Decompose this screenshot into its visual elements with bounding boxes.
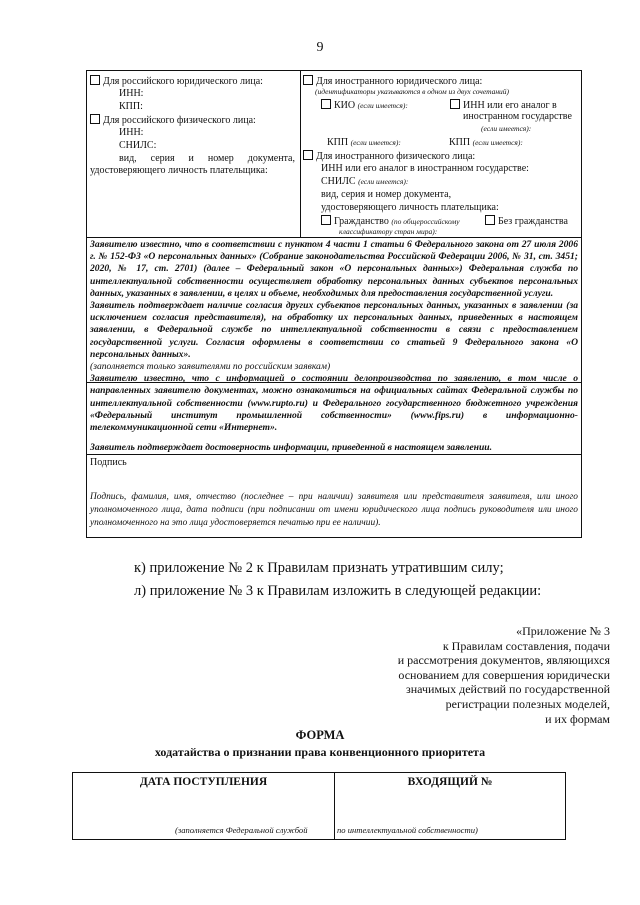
fi-doc-label-2: удостоверяющего личность плательщика: <box>321 202 499 213</box>
consent-paragraph-1: Заявителю известно, что в соответствии с пунктом 4 части 1 статьи 6 Федерального закона от 27 июля 2006 г. № 152-ФЗ «О персональных данных» (Собрание законодательства Российской Федерации 2006, № 31, ст. 3451; 2020, № 17, ст. 2701) (далее – Федеральный закон «О персональных данных») Федеральная служба по интеллектуальной собственности осуществляет обработку персональных данных субъектов персональных данных, указанных в заявлении, в целях и объеме, необходимых для предоставления государственной услуги. <box>90 239 578 299</box>
snils-label: СНИЛС: <box>119 140 157 151</box>
checkbox-icon[interactable] <box>90 114 100 124</box>
signature-label: Подпись <box>90 457 127 468</box>
form-title: ФОРМА <box>295 728 345 742</box>
appendix-line: и рассмотрения документов, являющихся <box>397 653 610 668</box>
checkbox-icon[interactable] <box>303 75 313 85</box>
kio-option[interactable]: КИО (если имеется): <box>321 99 408 112</box>
date-received-header: ДАТА ПОСТУПЛЕНИЯ <box>139 776 268 788</box>
consent-paragraph-4: Заявитель подтверждает достоверность информации, приведенной в настоящем заявлении. <box>90 442 493 453</box>
appendix-block <box>398 624 610 726</box>
citizenship-note: классификатору стран мира): <box>339 227 438 236</box>
foreign-note: (идентификаторы указываются в одном из двух сочетаний) <box>315 87 510 96</box>
appendix-line: и их формам <box>545 711 610 726</box>
checkbox-icon[interactable] <box>321 215 331 225</box>
item-l: л) приложение № 3 к Правилам изложить в следующей редакции: <box>134 583 542 599</box>
kpp-label: КПП: <box>119 101 143 112</box>
inn-analog-note: (если имеется): <box>481 124 532 133</box>
checkbox-icon[interactable] <box>303 150 313 160</box>
appendix-line: «Приложение № 3 <box>516 624 610 638</box>
consent-block <box>90 239 578 434</box>
intake-table <box>72 772 566 840</box>
signature-note: Подпись, фамилия, имя, отчество (последнее – при наличии) заявителя или представителя заявителя, или иного уполномоченного лица, дата подписи (при подписании от имени юридического лица подпись руководителя или иного уполномоченного на это лица удостоверяется печатью при ее наличии). <box>90 492 578 528</box>
checkbox-icon[interactable] <box>321 99 331 109</box>
fi-snils-label: СНИЛС (если имеется): <box>321 176 409 187</box>
column-divider <box>300 71 301 237</box>
kpp-label-1: КПП (если имеется): <box>327 137 401 148</box>
checkbox-icon[interactable] <box>90 75 100 85</box>
id-document-label: вид, серия и номер документа, <box>119 153 295 164</box>
appendix-line: значимых действий по государственной <box>406 682 610 697</box>
applicant-form-frame <box>86 70 582 538</box>
consent-note: (заполняется только заявителями по российским заявкам) <box>90 361 331 373</box>
foreign-legal-option[interactable]: Для иностранного юридического лица: <box>303 75 482 88</box>
inn-label: ИНН: <box>119 127 144 138</box>
fi-doc-label: вид, серия и номер документа, <box>321 189 452 200</box>
appendix-line: регистрации полезных моделей, <box>445 696 610 711</box>
row-divider <box>87 237 581 238</box>
form-subtitle: ходатайства о признании права конвенционного приоритета <box>154 745 486 759</box>
stateless-option[interactable]: Без гражданства <box>485 215 568 228</box>
item-k: к) приложение № 2 к Правилам признать утратившим силу; <box>134 560 504 576</box>
checkbox-icon[interactable] <box>450 99 460 109</box>
table-footnote-2: по интеллектуальной собственности) <box>337 825 478 835</box>
individual-option[interactable]: Для российского физического лица: <box>90 114 256 127</box>
legal-entity-option[interactable]: Для российского юридического лица: <box>90 75 263 88</box>
appendix-line: основанием для совершения юридически <box>398 667 610 682</box>
consent-paragraph-2: Заявитель подтверждает наличие согласия других субъектов персональных данных, указанных в заявлении (за исключением согласия представителя), на обработку их персональных данных, приведенных в настоящем заявлении, в Федеральной службе по интеллектуальной собственности в связи с предоставлением государственной услуги. Согласия оформлены в соответствии со статьей 9 Федерального закона «О персональных данных». <box>90 300 578 360</box>
incoming-number-header: ВХОДЯЩИЙ № <box>407 776 493 788</box>
inn-analog-option[interactable]: ИНН или его аналог в <box>450 99 557 112</box>
fi-inn-label: ИНН или его аналог в иностранном государстве: <box>321 163 529 174</box>
appendix-line: к Правилам составления, подачи <box>442 638 610 653</box>
table-footnote-1: (заполняется Федеральной службой <box>175 825 308 835</box>
inn-analog-label-2: иностранном государстве <box>463 111 572 122</box>
page-number: 9 <box>316 40 324 55</box>
kpp-label-2: КПП (если имеется): <box>449 137 523 148</box>
citizenship-option[interactable]: Гражданство (по общероссийскому <box>321 215 460 228</box>
checkbox-icon[interactable] <box>485 215 495 225</box>
foreign-individual-option[interactable]: Для иностранного физического лица: <box>303 150 475 163</box>
inn-label: ИНН: <box>119 88 144 99</box>
consent-paragraph-3: Заявителю известно, что с информацией о состоянии делопроизводства по заявлению, в том числе о направленных заявителю документах, можно ознакомиться на официальных сайтах Федеральной службы по интеллектуальной собственности (www.rupto.ru) и Федерального государственного бюджетного учреждения «Федеральный институт промышленной собственности» (www.fips.ru) в информационно-телекоммуникационной сети «Интернет». <box>90 373 578 434</box>
id-document-label-2: удостоверяющего личность плательщика: <box>90 165 268 176</box>
